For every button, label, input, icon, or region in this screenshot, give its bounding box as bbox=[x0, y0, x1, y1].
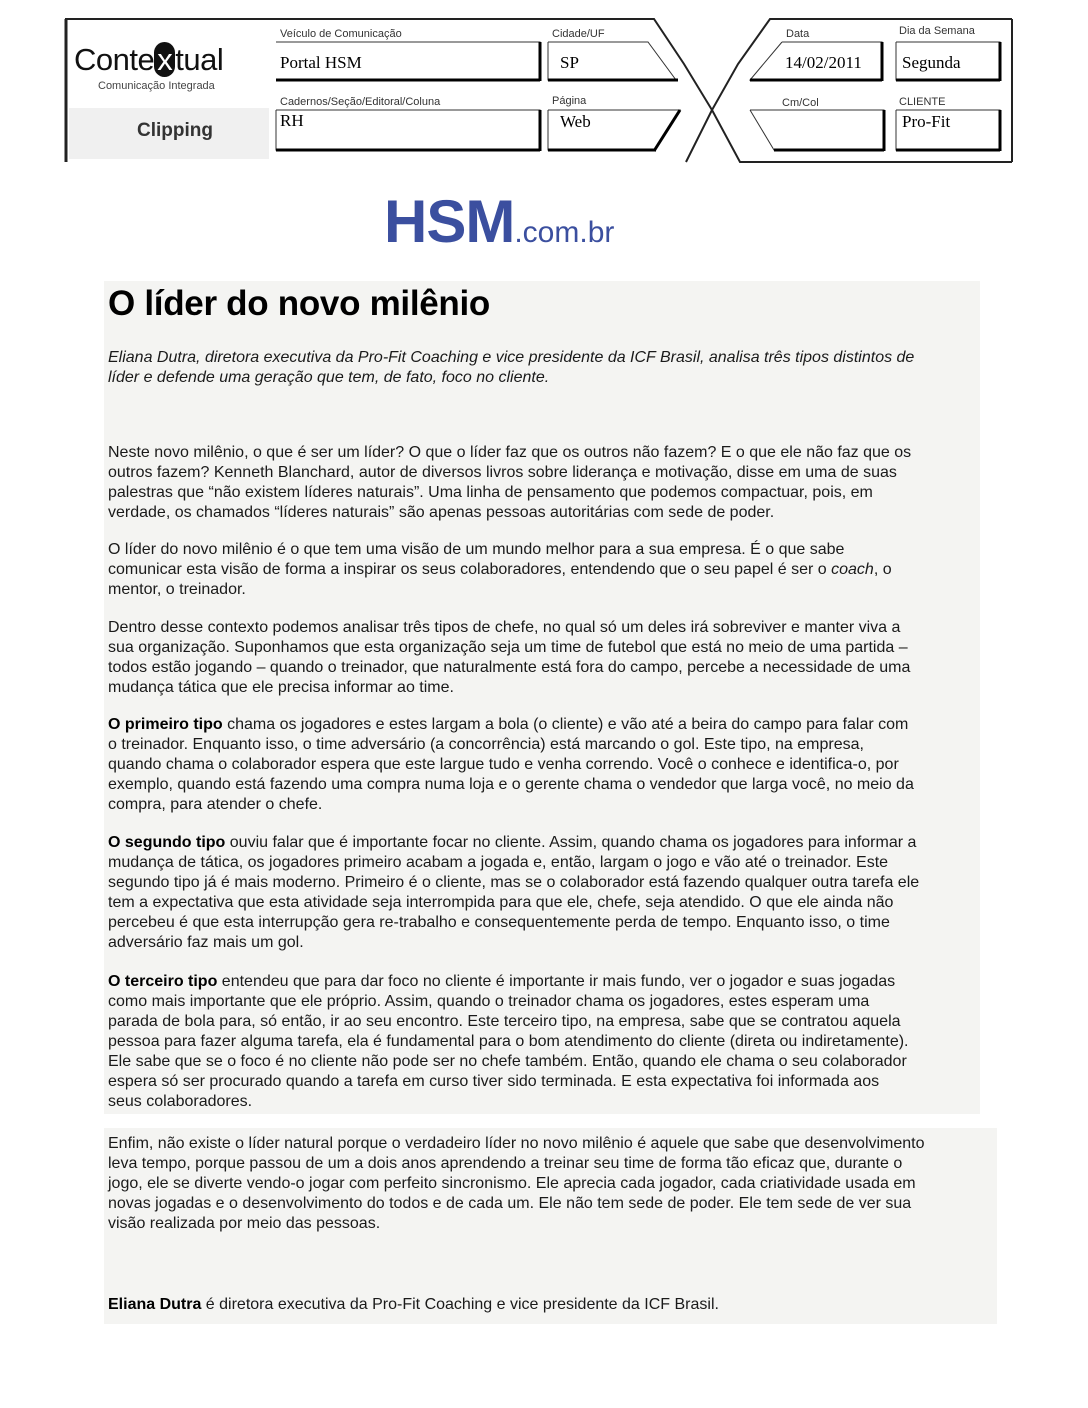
logo-subtitle: Comunicação Integrada bbox=[98, 80, 215, 92]
text-line: verdade, os chamados “líderes naturais” são apenas pessoas autoritárias com sede de poder. bbox=[108, 504, 775, 521]
text-line: exemplo, quando está fazendo uma compra numa loja e o gerente chama o vendedor que larga você, no meio da bbox=[108, 776, 914, 793]
veiculo-value: Portal HSM bbox=[280, 53, 362, 72]
paragraph-first-type bbox=[108, 715, 914, 815]
text-line: Dentro desse contexto podemos analisar três tipos de chefe, no qual só um deles irá sobreviver e manter viva a bbox=[108, 619, 901, 636]
text-line: Ele sabe que se o foco é no cliente não pode ser no chefe também. Então, quando ele chama o seu colaborador bbox=[108, 1053, 907, 1070]
text-line: mudança de tática, os jogadores primeiro acabam a jogada e, então, largam o jogo e vão até o treinador. Este bbox=[108, 854, 889, 871]
clipping-label: Clipping bbox=[137, 120, 213, 141]
text-line: pessoa para fazer alguma tarefa, ela é fundamental para o bom atendimento do cliente (direta ou indiretamente). bbox=[108, 1033, 909, 1050]
paragraph-2 bbox=[108, 540, 892, 600]
clipping-header bbox=[0, 0, 1088, 170]
dia-label: Dia da Semana bbox=[899, 25, 975, 37]
text-line: sua organização. Suponhamos que esta organização seja um time de futebol que está no meio de uma partida – bbox=[108, 639, 908, 656]
cidade-value: SP bbox=[560, 53, 579, 72]
veiculo-label: Veículo de Comunicação bbox=[280, 28, 402, 40]
article-title: O líder do novo milênio bbox=[108, 284, 491, 323]
paragraph-3 bbox=[108, 618, 910, 698]
text-line: como mais importante que ele próprio. Assim, quando o treinador chama os jogadores, estes esperam uma bbox=[108, 993, 870, 1010]
text-line: segundo tipo já é mais moderno. Primeiro é o cliente, mas se o colaborador está fazendo qualquer outra tarefa ele bbox=[108, 874, 920, 891]
cadernos-label: Cadernos/Seção/Editoral/Coluna bbox=[280, 96, 441, 108]
text-line: quando chama o colaborador espera que este largue tudo e venha correndo. Você o conhece e identifica-o, por bbox=[108, 756, 899, 773]
text-line: Enfim, não existe o líder natural porque o verdadeiro líder no novo milênio é aquele que sabe que desenvolvimento bbox=[108, 1135, 925, 1152]
cmcol-label: Cm/Col bbox=[782, 97, 819, 109]
paragraph-1 bbox=[108, 443, 911, 523]
text-line: todos estão jogando – quando o treinador, que naturalmente está fora do campo, percebe a necessidade de uma bbox=[108, 659, 911, 676]
text-line: parada de bola para, só então, ir ao seu encontro. Este terceiro tipo, na empresa, sabe que se contratou aquela bbox=[108, 1013, 901, 1030]
text-line: O primeiro tipo chama os jogadores e estes largam a bola (o cliente) e vão até a beira do campo para falar com bbox=[108, 716, 909, 733]
dia-value: Segunda bbox=[902, 53, 961, 72]
text-line: leva tempo, porque passou de um a dois anos aprendendo a treinar seu time de forma tão eficaz que, durante o bbox=[108, 1155, 903, 1172]
text-line: novas jogadas e o desenvolvimento do todos e de cada um. Ele não tem sede de poder. Ele tem sede de ver sua bbox=[108, 1195, 912, 1212]
text-line: jogo, ele se diverte vendo-o jogar com perfeito sincronismo. Ele aprecia cada jogador, cada criatividade usada em bbox=[108, 1175, 916, 1192]
text-line: Neste novo milênio, o que é ser um líder? O que o líder faz que os outros não fazem? E o que ele não faz que os bbox=[108, 444, 912, 461]
author-name: Eliana Dutra bbox=[108, 1296, 202, 1313]
text-line: palestras que “não existem líderes naturais”. Uma linha de pensamento que podemos compactuar, pois, em bbox=[108, 484, 873, 501]
lead-line: Eliana Dutra, diretora executiva da Pro-Fit Coaching e vice presidente da ICF Brasil, analisa três tipos distintos de bbox=[108, 349, 915, 366]
text-line: outros fazem? Kenneth Blanchard, autor de diversos livros sobre liderança e motivação, disse em uma de suas bbox=[108, 464, 897, 481]
hsm-logo: HSM.com.br bbox=[384, 188, 615, 255]
article-lead bbox=[108, 348, 914, 388]
text-line: O segundo tipo ouviu falar que é importante focar no cliente. Assim, quando chama os jogadores para informar a bbox=[108, 834, 917, 851]
text-line: compra, para atender o chefe. bbox=[108, 796, 323, 813]
data-value: 14/02/2011 bbox=[785, 53, 862, 72]
data-label: Data bbox=[786, 28, 810, 40]
pagina-value: Web bbox=[560, 112, 591, 131]
paragraph-conclusion bbox=[108, 1134, 925, 1234]
text-line: O líder do novo milênio é o que tem uma visão de um mundo melhor para a sua empresa. É o que sabe bbox=[108, 541, 845, 558]
text-line: O terceiro tipo entendeu que para dar foco no cliente é importante ir mais fundo, ver o jogador e suas jogadas bbox=[108, 973, 896, 990]
cadernos-value: RH bbox=[280, 111, 304, 130]
text-line: mudança tática que ele precisa informar ao time. bbox=[108, 679, 454, 696]
cidade-label: Cidade/UF bbox=[552, 28, 605, 40]
text-line: mentor, o treinador. bbox=[108, 581, 246, 598]
text-line: percebeu é que esta interrupção gera re-trabalho e consequentemente perda de tempo. Enquanto isso, o time bbox=[108, 914, 890, 931]
paragraph-second-type bbox=[108, 833, 919, 953]
text-line: seus colaboradores. bbox=[108, 1093, 253, 1110]
text-line: visão realizada por meio das pessoas. bbox=[108, 1215, 381, 1232]
pagina-label: Página bbox=[552, 95, 587, 107]
cliente-label: CLIENTE bbox=[899, 96, 946, 108]
paragraph-third-type bbox=[108, 972, 908, 1112]
text-line: comunicar esta visão de forma a inspirar os seus colaboradores, entendendo que o seu papel é ser o coach, o bbox=[108, 561, 892, 578]
text-line: adversário faz mais um gol. bbox=[108, 934, 304, 951]
text-line: espera só ser procurado quando a tarefa em curso tiver sido terminada. E esta expectativa foi informada aos bbox=[108, 1073, 880, 1090]
author-bio bbox=[108, 1295, 719, 1315]
contextual-logo: Contextual bbox=[74, 42, 224, 77]
text-line: tem a expectativa que esta atividade seja interrompida para que ele, chefe, seja atendido. O que ele ainda não bbox=[108, 894, 894, 911]
cliente-value: Pro-Fit bbox=[902, 112, 951, 131]
author-description: é diretora executiva da Pro-Fit Coaching e vice presidente da ICF Brasil. bbox=[201, 1296, 719, 1313]
lead-line: líder e defende uma geração que tem, de fato, foco no cliente. bbox=[108, 369, 550, 386]
text-line: o treinador. Enquanto isso, o time adversário (a concorrência) está marcando o gol. Este tipo, na empresa, bbox=[108, 736, 864, 753]
